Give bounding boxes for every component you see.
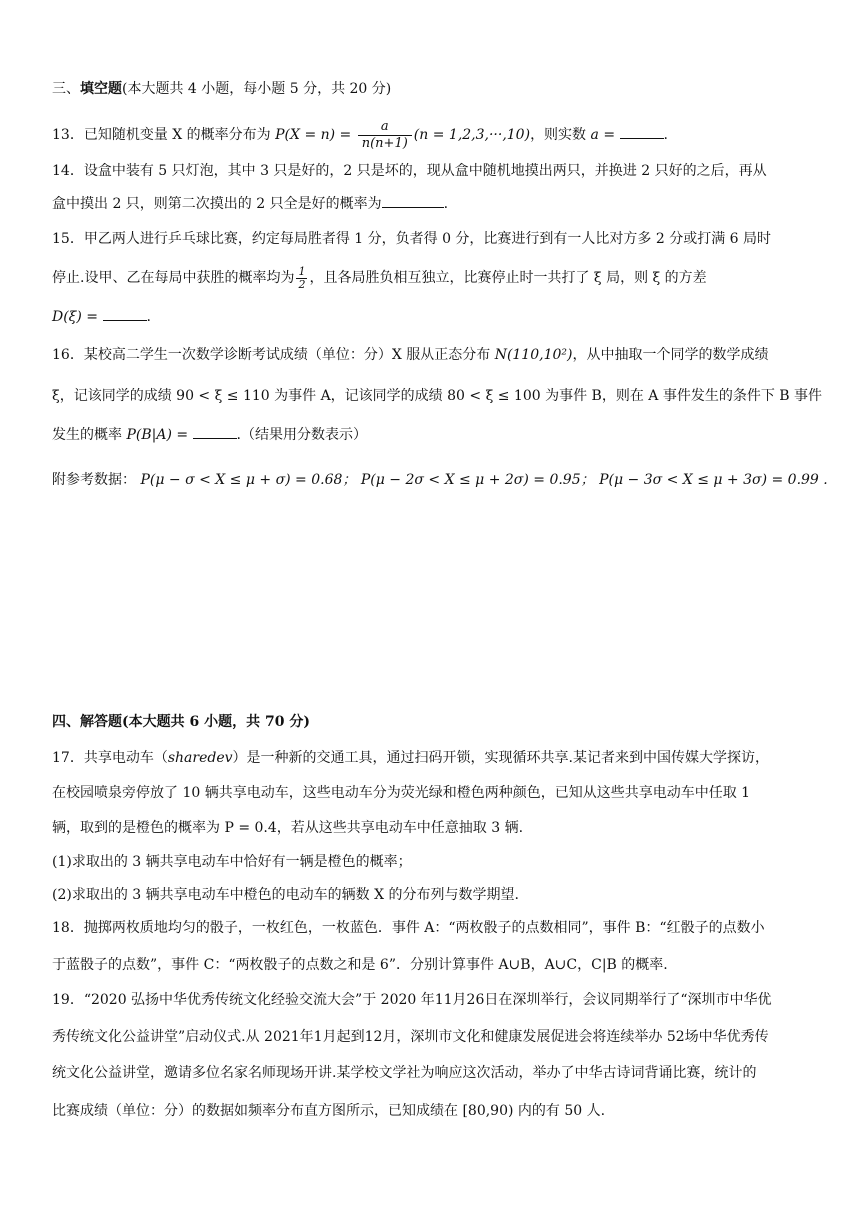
q16-line-1-text-b: ，从中抽取一个同学的数学成绩 bbox=[572, 347, 769, 363]
q17-italic-term: sharedev bbox=[167, 750, 233, 766]
q14-answer-blank[interactable] bbox=[382, 193, 444, 208]
q15-half-denominator: 2 bbox=[298, 277, 306, 291]
q13-variable: a = bbox=[590, 127, 616, 143]
q13-frac-denominator: n(n+1) bbox=[361, 135, 408, 151]
q15-period: . bbox=[146, 309, 151, 325]
q13-period: . bbox=[663, 127, 668, 143]
q17-line-1-text-a: 17．共享电动车（ bbox=[52, 750, 168, 766]
q16-line-3-text-a: 发生的概率 bbox=[52, 427, 122, 443]
q15-half-fraction bbox=[296, 266, 307, 291]
q15-line-2 bbox=[52, 262, 810, 294]
q17-line-3: 辆，取到的是橙色的概率为 P = 0.4，若从这些共享电动车中任意抽取 3 辆. bbox=[52, 820, 524, 836]
reference-data bbox=[52, 469, 828, 491]
q15-line-1: 15．甲乙两人进行乒乓球比赛，约定每局胜者得 1 分，负者得 0 分，比赛进行到有一人比对方多 2 分或打满 6 局时 bbox=[52, 231, 772, 247]
q15-answer-blank[interactable] bbox=[103, 306, 147, 321]
q13-answer-blank[interactable] bbox=[620, 124, 664, 139]
q17-line-2: 在校园喷泉旁停放了 10 辆共享电动车，这些电动车分为荧光绿和橙色两种颜色，已知从这些共享电动车中任取 1 bbox=[52, 785, 751, 801]
reference-one-sigma: P(μ − σ < X ≤ μ + σ) = 0.68； bbox=[140, 472, 357, 488]
q16-line-1-text-a: 16．某校高二学生一次数学诊断考试成绩（单位：分）X 服从正态分布 bbox=[52, 347, 491, 363]
q13-text: 13．已知随机变量 X 的概率分布为 bbox=[52, 127, 271, 143]
q19-line-2: 秀传统文化公益讲堂”启动仪式.从 2021年1月起到12月，深圳市文化和健康发展促进会将连续举办 52场中华优秀传 bbox=[52, 1029, 769, 1045]
q13-lhs: P(X = n) = bbox=[275, 127, 352, 143]
q16-line-3-text-b: .（结果用分数表示） bbox=[236, 427, 367, 443]
q15-line-3 bbox=[52, 306, 810, 328]
q16-line-1 bbox=[52, 344, 810, 366]
q17-line-1-text-b: ）是一种新的交通工具，通过扫码开锁，实现循环共享.某记者来到中国传媒大学探访， bbox=[232, 750, 769, 766]
q13-fraction bbox=[358, 119, 412, 152]
q19-line-1: 19．“2020 弘扬中华优秀传统文化经验交流大会”于 2020 年11月26日在深圳举行，会议同期举行了“深圳市中华优 bbox=[52, 992, 772, 1008]
section-3-number: 三、 bbox=[52, 81, 80, 97]
q15-line-2-text-a: 停止.设甲、乙在每局中获胜的概率均为 bbox=[52, 270, 295, 286]
q15-variance-expr: D(ξ) = bbox=[52, 309, 99, 325]
q15-line-2-text-b: ，且各局胜负相互独立，比赛停止时一共打了 ξ 局，则 ξ 的方差 bbox=[309, 270, 707, 286]
q13-domain: (n = 1,2,3,···,10) bbox=[413, 127, 531, 143]
section-3-heading bbox=[52, 78, 810, 100]
q16-answer-blank[interactable] bbox=[193, 424, 237, 439]
q19-line-3: 统文化公益讲堂，邀请多位名家名师现场开讲.某学校文学社为响应这次活动，举办了中华古诗词背诵比赛，统计的 bbox=[52, 1065, 757, 1081]
q16-line-3 bbox=[52, 424, 810, 446]
q17-sub-2: (2)求取出的 3 辆共享电动车中橙色的电动车的辆数 X 的分布列与数学期望. bbox=[52, 887, 519, 903]
reference-label: 附参考数据： bbox=[52, 472, 136, 488]
section-3-info: (本大题共 4 小题，每小题 5 分，共 20 分) bbox=[122, 81, 392, 97]
q13-text-b: ，则实数 bbox=[530, 127, 587, 143]
q17-line-1 bbox=[52, 747, 810, 769]
q14-period: . bbox=[443, 196, 449, 212]
q16-line-2: ξ，记该同学的成绩 90 < ξ ≤ 110 为事件 A，记该同学的成绩 80 < ξ ≤ 100 为事件 B，则在 A 事件发生的条件下 B 事件 bbox=[52, 388, 823, 404]
q18-line-2: 于蓝骰子的点数”，事件 C：“两枚骰子的点数之和是 6”．分别计算事件 A∪B，A∪C，C|B 的概率. bbox=[52, 957, 668, 973]
q16-conditional-prob: P(B|A) = bbox=[126, 427, 189, 443]
q18-line-1: 18．抛掷两枚质地均匀的骰子，一枚红色，一枚蓝色．事件 A：“两枚骰子的点数相同”，事件 B：“红骰子的点数小 bbox=[52, 920, 765, 936]
section-3-title: 填空题 bbox=[80, 81, 122, 97]
question-13 bbox=[52, 117, 810, 153]
q14-line-1: 14．设盒中装有 5 只灯泡，其中 3 只是好的，2 只是坏的，现从盒中随机地摸出两只，并换进 2 只好的之后，再从 bbox=[52, 163, 767, 179]
q17-sub-1: (1)求取出的 3 辆共享电动车中恰好有一辆是橙色的概率； bbox=[52, 854, 412, 870]
q13-frac-numerator: a bbox=[358, 119, 412, 136]
q16-distribution: N(110,10²) bbox=[494, 347, 573, 363]
section-4-heading: 四、解答题(本大题共 6 小题，共 70 分) bbox=[52, 714, 310, 730]
q19-line-4: 比赛成绩（单位：分）的数据如频率分布直方图所示，已知成绩在 [80,90) 内的有 50 人. bbox=[52, 1103, 606, 1119]
q15-half-numerator: 1 bbox=[298, 264, 306, 278]
reference-two-sigma: P(μ − 2σ < X ≤ μ + 2σ) = 0.95； bbox=[360, 472, 595, 488]
q14-line-2 bbox=[52, 193, 810, 215]
reference-three-sigma: P(μ − 3σ < X ≤ μ + 3σ) = 0.99 . bbox=[599, 472, 828, 488]
q14-line-2-text: 盒中摸出 2 只，则第二次摸出的 2 只全是好的概率为 bbox=[52, 196, 382, 212]
